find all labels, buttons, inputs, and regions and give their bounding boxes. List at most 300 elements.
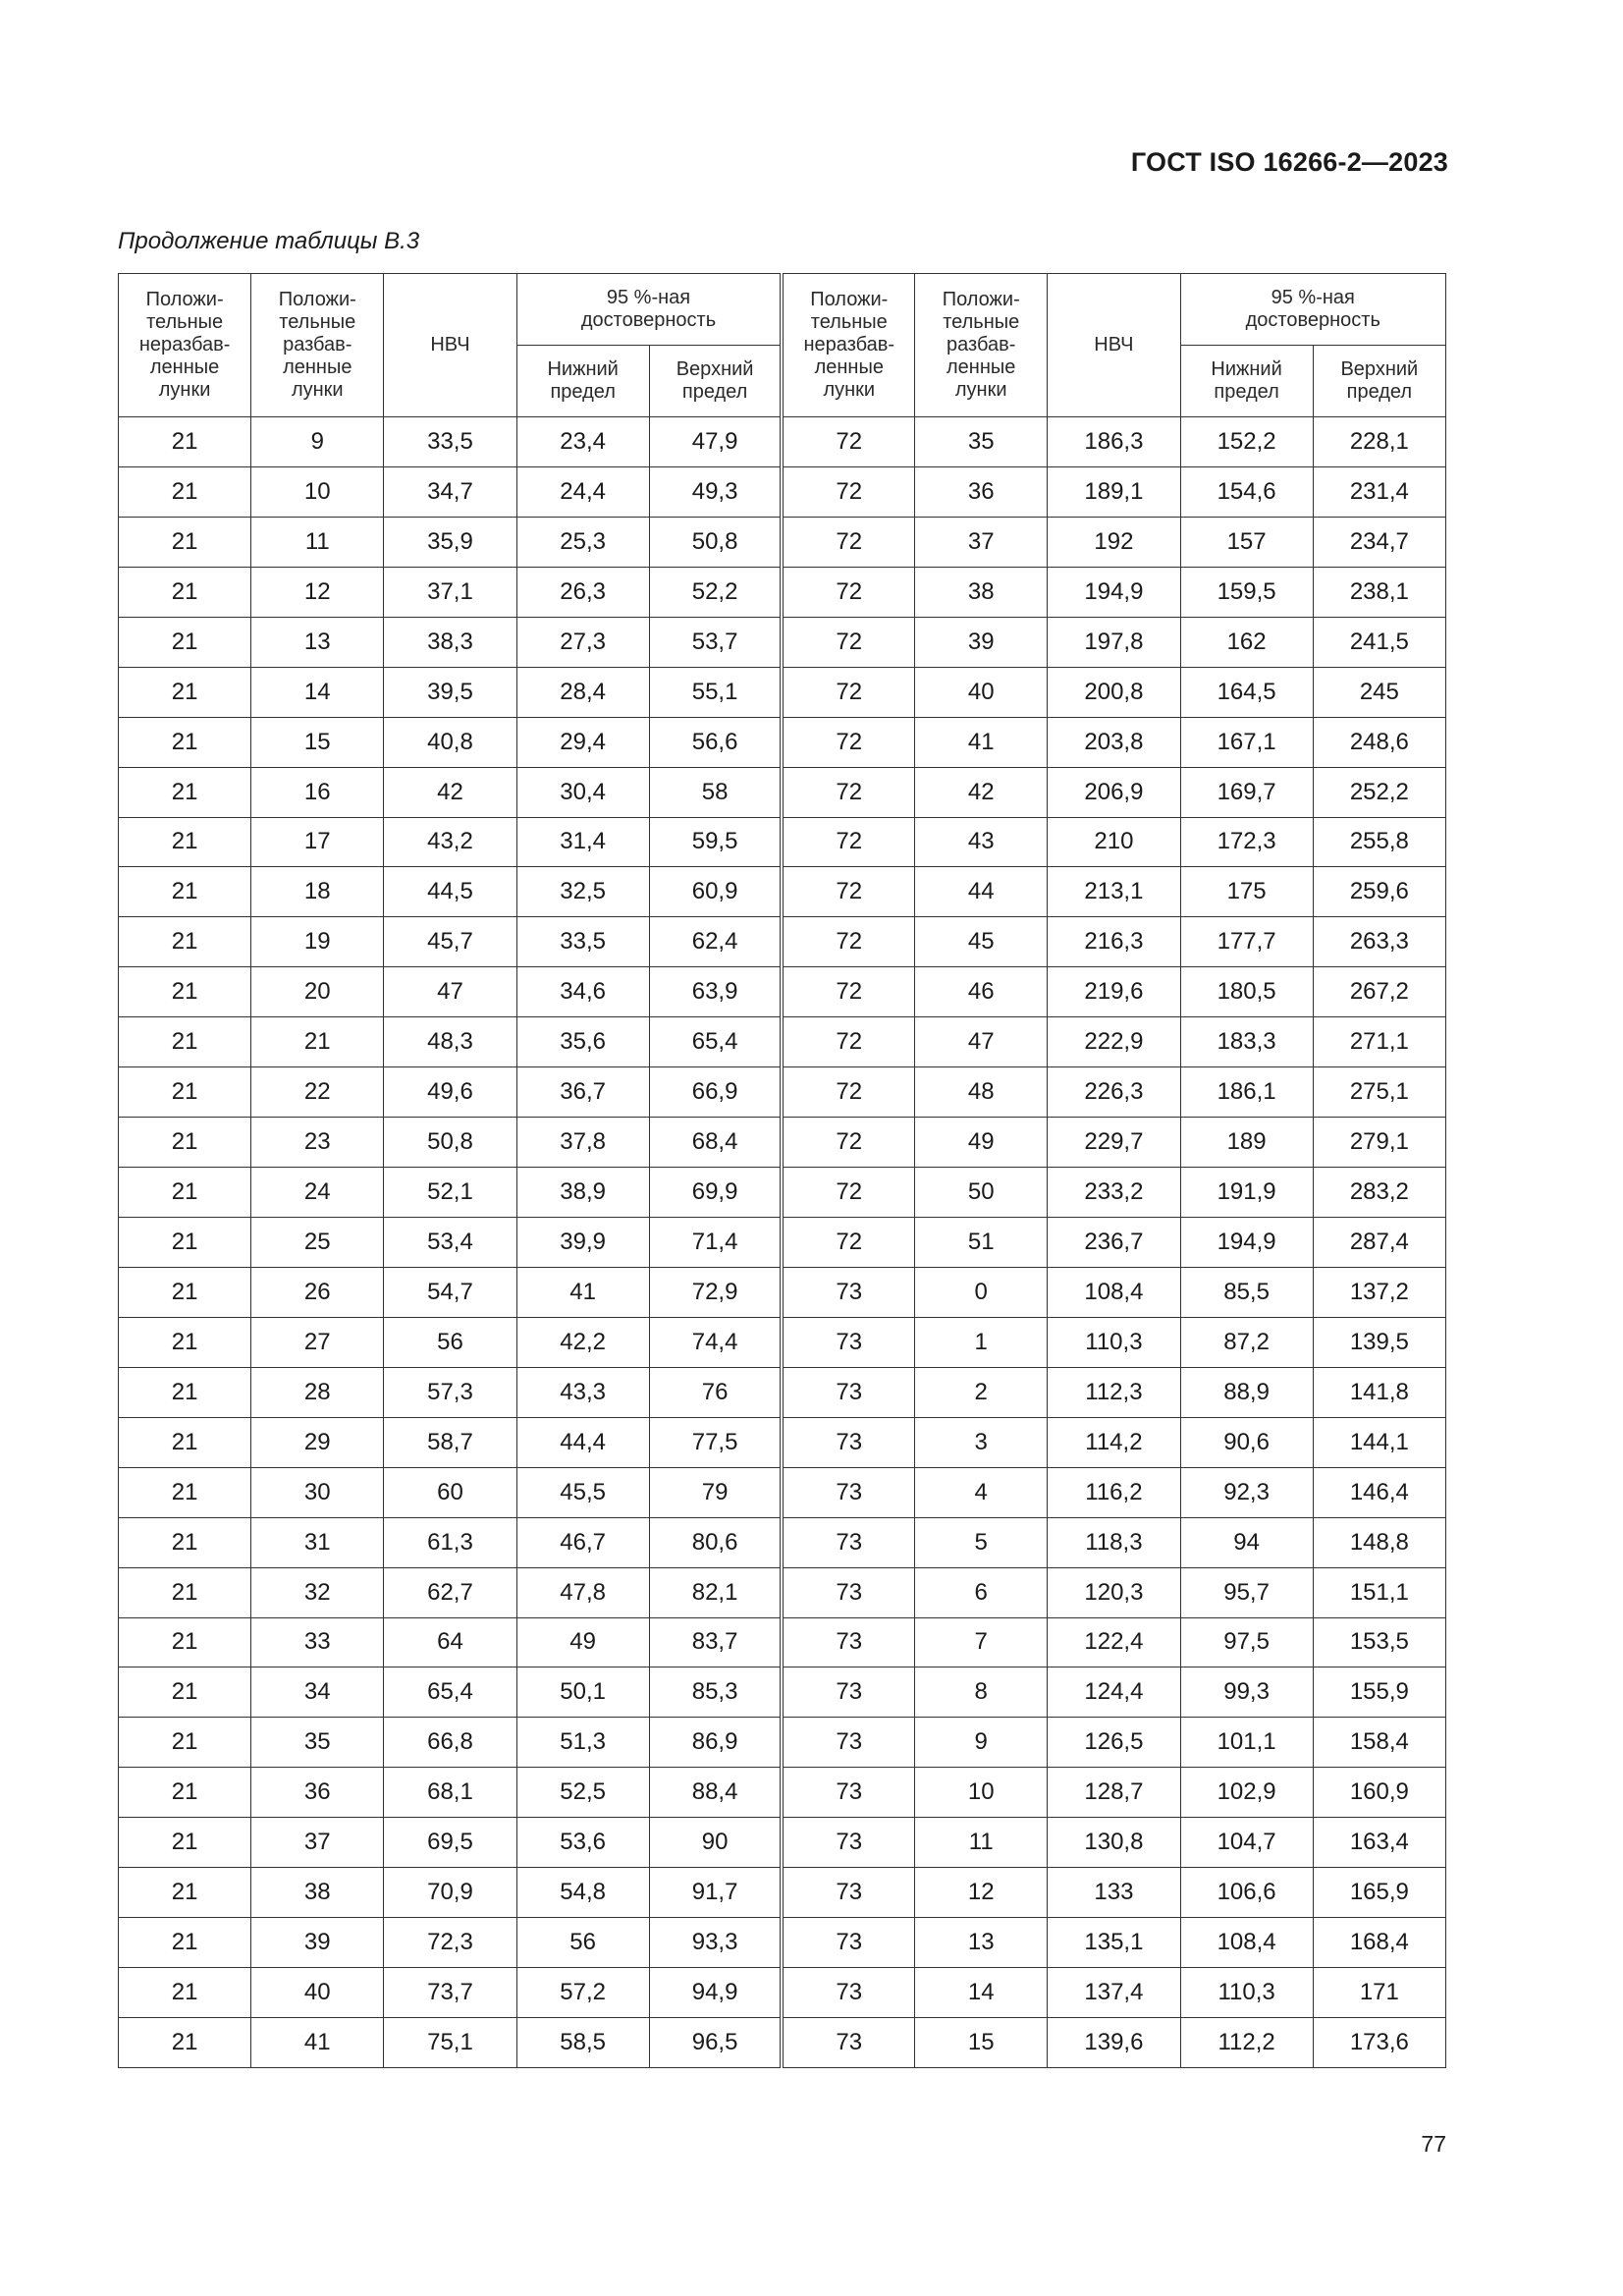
table-cell: 62,4 xyxy=(649,917,782,967)
table-cell: 11 xyxy=(251,517,384,567)
header-confidence: 95 %-ная достоверность xyxy=(516,274,782,346)
table-cell: 25 xyxy=(251,1218,384,1268)
table-row xyxy=(119,817,1446,867)
table-row xyxy=(119,517,1446,567)
table-cell: 189,1 xyxy=(1048,466,1180,517)
table-cell: 70,9 xyxy=(384,1868,516,1918)
table-cell: 43 xyxy=(915,817,1048,867)
table-cell: 21 xyxy=(119,1017,251,1067)
table-cell: 58,5 xyxy=(516,2018,649,2068)
table-cell: 191,9 xyxy=(1180,1168,1313,1218)
header-lower: Нижний предел xyxy=(516,346,649,417)
table-cell: 164,5 xyxy=(1180,667,1313,717)
table-cell: 21 xyxy=(119,2018,251,2068)
table-cell: 46,7 xyxy=(516,1517,649,1567)
table-cell: 0 xyxy=(915,1267,1048,1317)
table-cell: 167,1 xyxy=(1180,717,1313,767)
table-cell: 12 xyxy=(915,1868,1048,1918)
table-cell: 39 xyxy=(251,1918,384,1968)
table-row xyxy=(119,917,1446,967)
table-cell: 21 xyxy=(119,717,251,767)
table-cell: 26,3 xyxy=(516,567,649,617)
table-cell: 194,9 xyxy=(1048,567,1180,617)
table-cell: 210 xyxy=(1048,817,1180,867)
table-cell: 110,3 xyxy=(1048,1317,1180,1367)
table-cell: 21 xyxy=(119,1868,251,1918)
table-row xyxy=(119,466,1446,517)
table-cell: 172,3 xyxy=(1180,817,1313,867)
table-cell: 171 xyxy=(1313,1968,1445,2018)
table-cell: 13 xyxy=(251,617,384,667)
table-cell: 21 xyxy=(119,667,251,717)
table-cell: 21 xyxy=(119,1968,251,2018)
table-cell: 72 xyxy=(782,1218,914,1268)
table-cell: 41 xyxy=(251,2018,384,2068)
table-cell: 44,4 xyxy=(516,1417,649,1467)
table-cell: 21 xyxy=(119,1667,251,1718)
table-cell: 15 xyxy=(251,717,384,767)
table-cell: 21 xyxy=(119,967,251,1017)
table-cell: 162 xyxy=(1180,617,1313,667)
table-cell: 155,9 xyxy=(1313,1667,1445,1718)
table-cell: 10 xyxy=(915,1768,1048,1818)
table-cell: 153,5 xyxy=(1313,1617,1445,1667)
table-cell: 29 xyxy=(251,1417,384,1467)
table-cell: 112,2 xyxy=(1180,2018,1313,2068)
table-cell: 163,4 xyxy=(1313,1818,1445,1868)
table-cell: 45 xyxy=(915,917,1048,967)
table-cell: 99,3 xyxy=(1180,1667,1313,1718)
table-cell: 222,9 xyxy=(1048,1017,1180,1067)
table-cell: 139,6 xyxy=(1048,2018,1180,2068)
table-row xyxy=(119,1017,1446,1067)
table-cell: 169,7 xyxy=(1180,767,1313,817)
table-row xyxy=(119,767,1446,817)
header-positive-diluted: Положи- тельные разбав- ленные лунки xyxy=(251,274,384,417)
table-cell: 6 xyxy=(915,1567,1048,1617)
table-cell: 48 xyxy=(915,1067,1048,1118)
table-cell: 126,5 xyxy=(1048,1718,1180,1768)
table-cell: 69,5 xyxy=(384,1818,516,1868)
table-cell: 206,9 xyxy=(1048,767,1180,817)
table-cell: 34,6 xyxy=(516,967,649,1017)
table-cell: 90,6 xyxy=(1180,1417,1313,1467)
document-code: ГОСТ ISO 16266-2—2023 xyxy=(1130,147,1448,177)
table-cell: 64 xyxy=(384,1617,516,1667)
table-cell: 42 xyxy=(915,767,1048,817)
table-cell: 73 xyxy=(782,1367,914,1417)
table-row xyxy=(119,1918,1446,1968)
table-cell: 26 xyxy=(251,1267,384,1317)
table-row xyxy=(119,1818,1446,1868)
table-cell: 114,2 xyxy=(1048,1417,1180,1467)
table-cell: 21 xyxy=(119,1317,251,1367)
header-confidence-2: 95 %-ная достоверность xyxy=(1180,274,1446,346)
table-cell: 287,4 xyxy=(1313,1218,1445,1268)
table-cell: 85,3 xyxy=(649,1667,782,1718)
table-cell: 175 xyxy=(1180,867,1313,917)
table-row xyxy=(119,1617,1446,1667)
table-cell: 15 xyxy=(915,2018,1048,2068)
table-cell: 68,1 xyxy=(384,1768,516,1818)
table-cell: 21 xyxy=(119,1218,251,1268)
table-cell: 9 xyxy=(251,417,384,467)
table-cell: 245 xyxy=(1313,667,1445,717)
table-cell: 133 xyxy=(1048,1868,1180,1918)
table-cell: 54,7 xyxy=(384,1267,516,1317)
table-cell: 21 xyxy=(119,1768,251,1818)
table-cell: 27,3 xyxy=(516,617,649,667)
table-cell: 72 xyxy=(782,1168,914,1218)
table-cell: 197,8 xyxy=(1048,617,1180,667)
table-cell: 50,8 xyxy=(649,517,782,567)
table-row xyxy=(119,1467,1446,1517)
table-cell: 72 xyxy=(782,417,914,467)
table-cell: 21 xyxy=(119,1168,251,1218)
table-cell: 31,4 xyxy=(516,817,649,867)
table-cell: 44,5 xyxy=(384,867,516,917)
table-cell: 10 xyxy=(251,466,384,517)
table-cell: 21 xyxy=(119,1617,251,1667)
table-cell: 168,4 xyxy=(1313,1918,1445,1968)
table-cell: 24,4 xyxy=(516,466,649,517)
table-cell: 152,2 xyxy=(1180,417,1313,467)
table-cell: 106,6 xyxy=(1180,1868,1313,1918)
header-positive-undiluted-2: Положи- тельные неразбав- ленные лунки xyxy=(782,274,914,417)
table-cell: 241,5 xyxy=(1313,617,1445,667)
table-cell: 37,8 xyxy=(516,1118,649,1168)
table-cell: 54,8 xyxy=(516,1868,649,1918)
table-cell: 283,2 xyxy=(1313,1168,1445,1218)
table-cell: 128,7 xyxy=(1048,1768,1180,1818)
table-cell: 72 xyxy=(782,567,914,617)
table-cell: 102,9 xyxy=(1180,1768,1313,1818)
table-row xyxy=(119,1118,1446,1168)
table-cell: 21 xyxy=(251,1017,384,1067)
table-cell: 73 xyxy=(782,1567,914,1617)
table-cell: 186,3 xyxy=(1048,417,1180,467)
table-cell: 160,9 xyxy=(1313,1768,1445,1818)
table-cell: 25,3 xyxy=(516,517,649,567)
table-cell: 49 xyxy=(516,1617,649,1667)
table-cell: 57,2 xyxy=(516,1968,649,2018)
table-cell: 72 xyxy=(782,867,914,917)
table-cell: 110,3 xyxy=(1180,1968,1313,2018)
table-cell: 53,4 xyxy=(384,1218,516,1268)
table-cell: 21 xyxy=(119,1517,251,1567)
table-cell: 28,4 xyxy=(516,667,649,717)
table-cell: 73,7 xyxy=(384,1968,516,2018)
table-cell: 71,4 xyxy=(649,1218,782,1268)
table-cell: 29,4 xyxy=(516,717,649,767)
table-cell: 16 xyxy=(251,767,384,817)
table-cell: 23 xyxy=(251,1118,384,1168)
table-row xyxy=(119,1667,1446,1718)
table-cell: 137,4 xyxy=(1048,1968,1180,2018)
table-cell: 56,6 xyxy=(649,717,782,767)
table-cell: 39 xyxy=(915,617,1048,667)
table-cell: 92,3 xyxy=(1180,1467,1313,1517)
table-cell: 231,4 xyxy=(1313,466,1445,517)
table-cell: 82,1 xyxy=(649,1567,782,1617)
table-cell: 73 xyxy=(782,1417,914,1467)
table-row xyxy=(119,1517,1446,1567)
table-cell: 23,4 xyxy=(516,417,649,467)
table-cell: 21 xyxy=(119,1567,251,1617)
table-cell: 73 xyxy=(782,1317,914,1367)
table-cell: 30,4 xyxy=(516,767,649,817)
table-cell: 233,2 xyxy=(1048,1168,1180,1218)
table-cell: 38 xyxy=(915,567,1048,617)
table-cell: 279,1 xyxy=(1313,1118,1445,1168)
table-cell: 52,1 xyxy=(384,1168,516,1218)
table-cell: 186,1 xyxy=(1180,1067,1313,1118)
table-cell: 252,2 xyxy=(1313,767,1445,817)
table-cell: 28 xyxy=(251,1367,384,1417)
table-cell: 55,1 xyxy=(649,667,782,717)
table-cell: 73 xyxy=(782,1617,914,1667)
table-cell: 20 xyxy=(251,967,384,1017)
table-cell: 41 xyxy=(516,1267,649,1317)
table-cell: 56 xyxy=(384,1317,516,1367)
table-cell: 120,3 xyxy=(1048,1567,1180,1617)
table-cell: 159,5 xyxy=(1180,567,1313,617)
table-cell: 79 xyxy=(649,1467,782,1517)
table-cell: 37,1 xyxy=(384,567,516,617)
table-cell: 40,8 xyxy=(384,717,516,767)
table-cell: 97,5 xyxy=(1180,1617,1313,1667)
table-cell: 21 xyxy=(119,1267,251,1317)
table-cell: 50,8 xyxy=(384,1118,516,1168)
table-cell: 228,1 xyxy=(1313,417,1445,467)
table-cell: 40 xyxy=(915,667,1048,717)
table-cell: 32,5 xyxy=(516,867,649,917)
table-cell: 73 xyxy=(782,2018,914,2068)
table-cell: 73 xyxy=(782,1918,914,1968)
table-cell: 38 xyxy=(251,1868,384,1918)
table-cell: 53,6 xyxy=(516,1818,649,1868)
table-cell: 104,7 xyxy=(1180,1818,1313,1868)
table-cell: 72 xyxy=(782,517,914,567)
table-row xyxy=(119,1317,1446,1367)
table-cell: 8 xyxy=(915,1667,1048,1718)
table-row xyxy=(119,1718,1446,1768)
table-cell: 139,5 xyxy=(1313,1317,1445,1367)
table-row xyxy=(119,1267,1446,1317)
table-cell: 36 xyxy=(915,466,1048,517)
table-cell: 4 xyxy=(915,1467,1048,1517)
table-cell: 21 xyxy=(119,1918,251,1968)
table-cell: 19 xyxy=(251,917,384,967)
table-cell: 35 xyxy=(915,417,1048,467)
table-cell: 219,6 xyxy=(1048,967,1180,1017)
table-cell: 226,3 xyxy=(1048,1067,1180,1118)
table-row xyxy=(119,617,1446,667)
table-cell: 45,5 xyxy=(516,1467,649,1517)
table-cell: 189 xyxy=(1180,1118,1313,1168)
table-cell: 90 xyxy=(649,1818,782,1868)
table-cell: 21 xyxy=(119,1718,251,1768)
table-cell: 116,2 xyxy=(1048,1467,1180,1517)
header-mpn: НВЧ xyxy=(384,274,516,417)
table-cell: 51,3 xyxy=(516,1718,649,1768)
table-cell: 43,2 xyxy=(384,817,516,867)
table-cell: 21 xyxy=(119,767,251,817)
table-cell: 72 xyxy=(782,1017,914,1067)
table-cell: 14 xyxy=(251,667,384,717)
table-cell: 21 xyxy=(119,417,251,467)
table-cell: 57,3 xyxy=(384,1367,516,1417)
table-cell: 72,9 xyxy=(649,1267,782,1317)
table-cell: 21 xyxy=(119,617,251,667)
table-cell: 63,9 xyxy=(649,967,782,1017)
table-cell: 21 xyxy=(119,1818,251,1868)
table-cell: 183,3 xyxy=(1180,1017,1313,1067)
table-row xyxy=(119,1868,1446,1918)
table-cell: 101,1 xyxy=(1180,1718,1313,1768)
table-cell: 52,2 xyxy=(649,567,782,617)
table-cell: 47 xyxy=(384,967,516,1017)
table-cell: 86,9 xyxy=(649,1718,782,1768)
table-cell: 158,4 xyxy=(1313,1718,1445,1768)
table-cell: 93,3 xyxy=(649,1918,782,1968)
table-cell: 213,1 xyxy=(1048,867,1180,917)
table-cell: 141,8 xyxy=(1313,1367,1445,1417)
mpn-table xyxy=(118,273,1446,2068)
table-cell: 40 xyxy=(251,1968,384,2018)
table-cell: 34,7 xyxy=(384,466,516,517)
table-cell: 47,8 xyxy=(516,1567,649,1617)
table-cell: 24 xyxy=(251,1168,384,1218)
table-cell: 154,6 xyxy=(1180,466,1313,517)
table-cell: 255,8 xyxy=(1313,817,1445,867)
table-row xyxy=(119,667,1446,717)
table-row xyxy=(119,2018,1446,2068)
table-cell: 72 xyxy=(782,1067,914,1118)
table-cell: 60,9 xyxy=(649,867,782,917)
table-cell: 69,9 xyxy=(649,1168,782,1218)
table-cell: 59,5 xyxy=(649,817,782,867)
table-cell: 73 xyxy=(782,1768,914,1818)
table-cell: 11 xyxy=(915,1818,1048,1868)
table-cell: 94 xyxy=(1180,1517,1313,1567)
table-cell: 177,7 xyxy=(1180,917,1313,967)
table-cell: 267,2 xyxy=(1313,967,1445,1017)
table-cell: 72 xyxy=(782,917,914,967)
table-cell: 44 xyxy=(915,867,1048,917)
table-cell: 200,8 xyxy=(1048,667,1180,717)
table-cell: 21 xyxy=(119,567,251,617)
table-cell: 1 xyxy=(915,1317,1048,1367)
table-cell: 236,7 xyxy=(1048,1218,1180,1268)
table-cell: 48,3 xyxy=(384,1017,516,1067)
table-row xyxy=(119,1968,1446,2018)
table-row xyxy=(119,867,1446,917)
table-cell: 50 xyxy=(915,1168,1048,1218)
table-row xyxy=(119,1768,1446,1818)
table-row xyxy=(119,967,1446,1017)
table-cell: 62,7 xyxy=(384,1567,516,1617)
table-cell: 72 xyxy=(782,1118,914,1168)
table-cell: 27 xyxy=(251,1317,384,1367)
table-cell: 73 xyxy=(782,1667,914,1718)
table-cell: 13 xyxy=(915,1918,1048,1968)
table-cell: 34 xyxy=(251,1667,384,1718)
table-cell: 35,6 xyxy=(516,1017,649,1067)
table-caption: Продолжение таблицы В.3 xyxy=(118,228,420,254)
table-cell: 35 xyxy=(251,1718,384,1768)
table-cell: 58 xyxy=(649,767,782,817)
table-row xyxy=(119,1067,1446,1118)
table-cell: 49,3 xyxy=(649,466,782,517)
table-cell: 157 xyxy=(1180,517,1313,567)
table-cell: 108,4 xyxy=(1180,1918,1313,1968)
table-cell: 14 xyxy=(915,1968,1048,2018)
table-cell: 173,6 xyxy=(1313,2018,1445,2068)
table-cell: 72,3 xyxy=(384,1918,516,1968)
table-row xyxy=(119,1417,1446,1467)
table-cell: 30 xyxy=(251,1467,384,1517)
table-row xyxy=(119,1567,1446,1617)
table-cell: 118,3 xyxy=(1048,1517,1180,1567)
table-cell: 76 xyxy=(649,1367,782,1417)
table-cell: 56 xyxy=(516,1918,649,1968)
table-cell: 50,1 xyxy=(516,1667,649,1718)
table-cell: 60 xyxy=(384,1467,516,1517)
table-cell: 180,5 xyxy=(1180,967,1313,1017)
table-cell: 165,9 xyxy=(1313,1868,1445,1918)
table-cell: 45,7 xyxy=(384,917,516,967)
table-cell: 65,4 xyxy=(384,1667,516,1718)
table-cell: 135,1 xyxy=(1048,1918,1180,1968)
table-cell: 31 xyxy=(251,1517,384,1567)
header-mpn-2: НВЧ xyxy=(1048,274,1180,417)
table-cell: 112,3 xyxy=(1048,1367,1180,1417)
header-positive-diluted-2: Положи- тельные разбав- ленные лунки xyxy=(915,274,1048,417)
table-cell: 124,4 xyxy=(1048,1667,1180,1718)
table-cell: 80,6 xyxy=(649,1517,782,1567)
table-cell: 2 xyxy=(915,1367,1048,1417)
table-cell: 53,7 xyxy=(649,617,782,667)
table-cell: 33,5 xyxy=(516,917,649,967)
table-cell: 58,7 xyxy=(384,1417,516,1467)
table-cell: 66,9 xyxy=(649,1067,782,1118)
table-cell: 74,4 xyxy=(649,1317,782,1367)
table-cell: 21 xyxy=(119,1367,251,1417)
table-cell: 234,7 xyxy=(1313,517,1445,567)
table-cell: 77,5 xyxy=(649,1417,782,1467)
table-cell: 17 xyxy=(251,817,384,867)
table-cell: 75,1 xyxy=(384,2018,516,2068)
table-cell: 66,8 xyxy=(384,1718,516,1768)
table-cell: 12 xyxy=(251,567,384,617)
table-cell: 73 xyxy=(782,1267,914,1317)
table-cell: 73 xyxy=(782,1818,914,1868)
page-number: 77 xyxy=(1421,2131,1446,2157)
header-lower-2: Нижний предел xyxy=(1180,346,1313,417)
table-cell: 88,4 xyxy=(649,1768,782,1818)
table-cell: 95,7 xyxy=(1180,1567,1313,1617)
table-cell: 9 xyxy=(915,1718,1048,1768)
table-cell: 21 xyxy=(119,517,251,567)
table-cell: 229,7 xyxy=(1048,1118,1180,1168)
table-cell: 32 xyxy=(251,1567,384,1617)
table-cell: 33,5 xyxy=(384,417,516,467)
table-cell: 151,1 xyxy=(1313,1567,1445,1617)
table-cell: 68,4 xyxy=(649,1118,782,1168)
table-cell: 42 xyxy=(384,767,516,817)
table-cell: 39,5 xyxy=(384,667,516,717)
